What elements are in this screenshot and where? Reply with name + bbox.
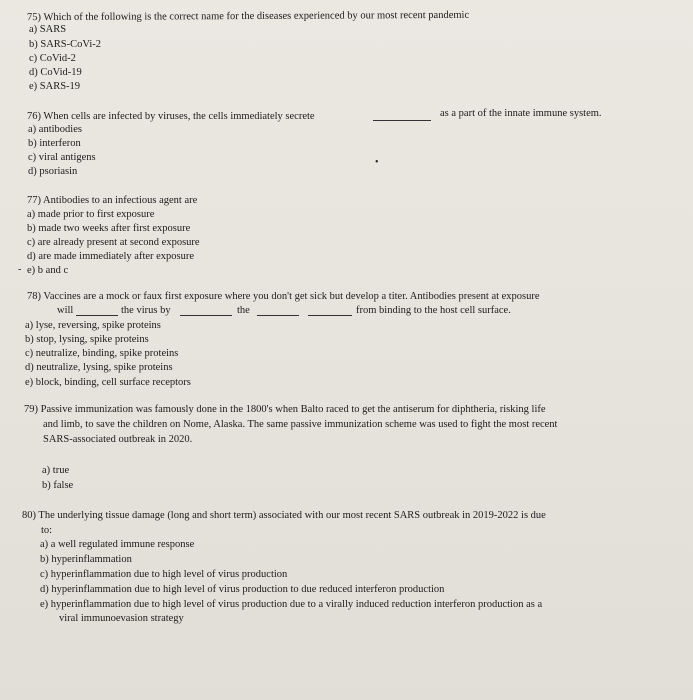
question-stem: 77) Antibodies to an infectious agent are — [27, 195, 198, 206]
option-a: a) a well regulated immune response — [40, 539, 195, 550]
question-stem-line1: 80) The underlying tissue damage (long and short term) associated with our most recent SARS outbreak in 2019-2022 is due — [22, 510, 546, 521]
question-stem-line2: and limb, to save the children on Nome, Alaska. The same passive immunization scheme was used to fight the most recent — [43, 419, 558, 430]
question-stem-line1: 78) Vaccines are a mock or faux first exposure where you don't get sick but develop a titer. Antibodies present at exposure — [27, 291, 540, 302]
option-c: c) viral antigens — [28, 152, 96, 163]
question-stem-part1: 76) When cells are infected by viruses, the cells immediately secrete — [27, 111, 315, 122]
answer-blank-3 — [257, 306, 299, 316]
answer-blank-2 — [180, 306, 232, 316]
option-e: e) block, binding, cell surface receptors — [25, 377, 191, 388]
option-a: a) made prior to first exposure — [27, 209, 155, 220]
pen-dot-mark: • — [375, 157, 379, 168]
question-stem-part2: as a part of the innate immune system. — [440, 108, 602, 119]
option-b: b) made two weeks after first exposure — [27, 223, 191, 234]
question-stem-line2: to: — [41, 525, 53, 536]
answer-blank-1 — [76, 306, 118, 316]
stem-word-1: will — [57, 305, 74, 316]
answer-blank — [373, 111, 431, 121]
option-d: d) are made immediately after exposure — [27, 251, 195, 262]
option-d: d) psoriasin — [28, 166, 78, 177]
option-b: b) interferon — [28, 138, 81, 149]
question-stem: 75) Which of the following is the correct name for the diseases experienced by our most recent pandemic — [26, 9, 470, 24]
stem-word-3: the — [237, 305, 250, 316]
question-stem-line3: SARS-associated outbreak in 2020. — [43, 434, 193, 445]
option-a: a) antibodies — [28, 124, 82, 135]
option-b: b) stop, lysing, spike proteins — [25, 334, 149, 345]
option-e: e) b and c — [27, 265, 69, 276]
option-c: c) are already present at second exposure — [27, 237, 200, 248]
option-a: a) lyse, reversing, spike proteins — [25, 320, 161, 331]
pen-dash-mark: - — [18, 264, 22, 275]
stem-word-4: from binding to the host cell surface. — [356, 305, 511, 316]
option-e-line2: viral immunoevasion strategy — [59, 613, 184, 624]
option-d: d) hyperinflammation due to high level of virus production to due reduced interferon production — [40, 584, 445, 595]
option-b: b) false — [42, 480, 74, 491]
option-c: c) hyperinflammation due to high level of virus production — [40, 569, 288, 580]
option-d: d) CoVid-19 — [29, 67, 82, 78]
option-b: b) hyperinflammation — [40, 554, 132, 565]
option-e-line1: e) hyperinflammation due to high level of virus production due to a virally induced reduction interferon production as a — [40, 599, 543, 610]
option-b: b) SARS-CoVi-2 — [29, 39, 102, 50]
question-stem-line1: 79) Passive immunization was famously done in the 1800's when Balto raced to get the antiserum for diphtheria, risking life — [24, 404, 546, 415]
option-e: e) SARS-19 — [29, 81, 81, 92]
option-d: d) neutralize, lysing, spike proteins — [25, 362, 173, 373]
answer-blank-4 — [308, 306, 352, 316]
stem-word-2: the virus by — [121, 305, 171, 316]
option-a: a) true — [42, 465, 70, 476]
option-c: c) neutralize, binding, spike proteins — [25, 348, 179, 359]
option-c: c) CoVid-2 — [29, 53, 76, 64]
option-a: a) SARS — [29, 24, 67, 35]
